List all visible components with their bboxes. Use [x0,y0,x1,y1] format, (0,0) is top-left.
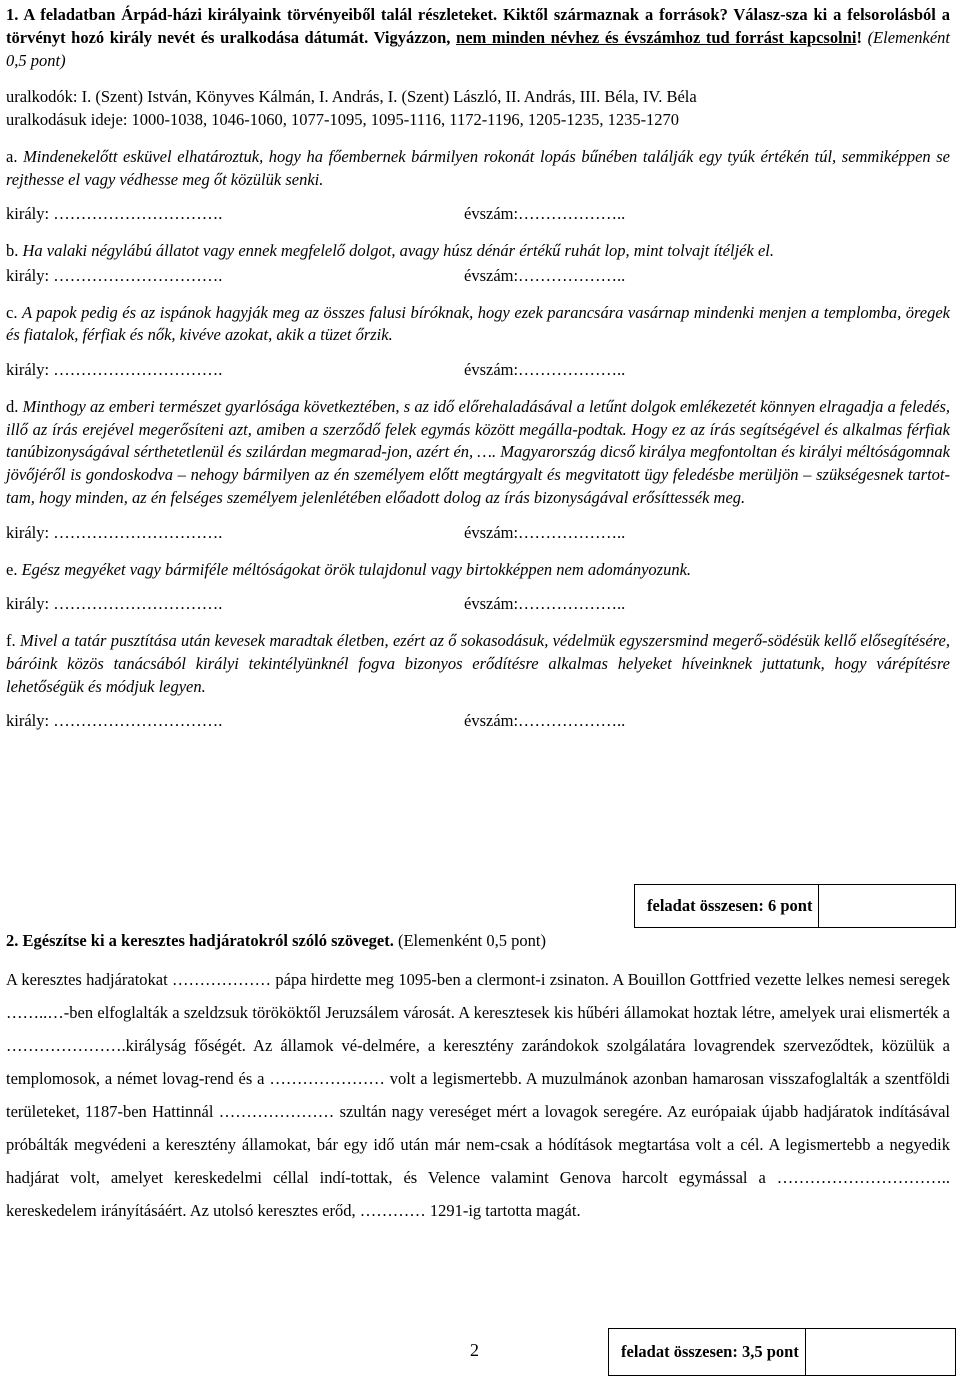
answer-row [6,522,950,545]
source-text: Minthogy az emberi természet gyarlósága következtében, s az idő előrehaladásával a letűnt dolgok emlékezetét könnyen elragadja a feledés, illő az írás erejével megerősíteni azt, amiben a szerződő felek egymás között megálla-podtak. Hogy ez az írás segítségével és alkalmas férfiak tanúbizonyságával sérthetetlenül és szilárdan megmarad-jon, azért én, …. Magyarország dicső királya megfontoltan és királyi méltóságomnak jövőjéről is gondoskodva – nehogy bármilyen az én személyem előtt megtárgyalt és megvitatott ügy feledésbe merüljön – szükségesnek tartot-tam, hogy minden, az én felséges személyem jelenlétében előadott dolog az írás bizonyságával erősíttessék meg. [6,396,950,508]
task2-score-note: (Elemenként 0,5 pont) [393,931,546,950]
king-blank[interactable]: király: …………………………. [6,360,223,380]
king-blank[interactable]: király: …………………………. [6,711,223,731]
task1-score-note: (Elemenként 0,5 pont) [6,27,951,70]
king-blank[interactable]: király: …………………………. [6,265,223,285]
source-text: Mindenekelőtt esküvel elhatároztuk, hogy ha főembernek bármilyen rokonát lopás bűnében találják egy tyúk értékén túl, semmiképpen se rejthesse el vagy védhesse meg őt közülük senki. [6,146,950,189]
answer-row [6,710,950,733]
source-text: Egész megyéket vagy bármiféle méltóságokat örök tulajdonul vagy birtokképpen nem adományozunk. [21,559,692,579]
task2-score-label: feladat összesen: 3,5 pont [609,1329,806,1375]
worksheet-page [6,4,950,733]
page-number: 2 [470,1340,479,1360]
task1-title: 1. A feladatban Árpád-házi királyaink törvényeiből talál részleteket. Kiktől származnak a források? Válasz-sza ki a felsorolásból a törvényt hozó király nevét és uralkodása dátumát. Vigyázzon, nem minden névhez és évszámhoz tud forrást kapcsolni! (Elemenként 0,5 pont) [6,5,951,70]
source-item-a: a. Mindenekelőtt esküvel elhatároztuk, hogy ha főembernek bármilyen rokonát lopás bűnében találják egy tyúk értékén túl, semmiképpen se rejthesse el vagy védhesse meg őt közülük senki. király: …………………………. évszám:……………….. [6,146,950,226]
task2-title: 2. Egészítse ki a keresztes hadjáratokról szóló szöveget. (Elemenként 0,5 pont) [6,931,546,950]
source-item-e: e. Egész megyéket vagy bármiféle méltóságokat örök tulajdonul vagy birtokképpen nem adományozunk. király: …………………………. évszám:……………….. [6,559,950,617]
answer-row [6,593,950,616]
task1-score-label: feladat összesen: 6 pont [635,885,819,927]
year-blank[interactable]: évszám:……………….. [464,204,626,224]
answer-row [6,265,950,288]
king-blank[interactable]: király: …………………………. [6,204,223,224]
source-item-c: c. A papok pedig és az ispánok hagyják meg az összes falusi bíróknak, hogy ezek parancsára vasárnap mindenki menjen a templomba, öregek és fiatalok, férfiak és nők, kivéve azokat, akik a tüzet őrzik. király: …………………………. évszám:……………….. [6,302,950,382]
task1-score-cell[interactable] [819,885,955,927]
year-blank[interactable]: évszám:……………….. [464,522,626,542]
source-text: Ha valaki négylábú állatot vagy ennek megfelelő dolgot, avagy húsz dénár értékű ruhát lop, mint tolvajt ítéljék el. [22,241,774,261]
task1-score-box [634,884,956,928]
task2-section [6,930,950,1227]
year-blank[interactable]: évszám:……………….. [464,711,626,731]
task2-score-cell[interactable] [806,1329,955,1375]
king-blank[interactable]: király: …………………………. [6,594,223,614]
reigns-list: uralkodásuk ideje: 1000-1038, 1046-1060, 1077-1095, 1095-1116, 1172-1196, 1205-1235, 1235-1270 [6,110,680,130]
year-blank[interactable]: évszám:……………….. [464,360,626,380]
source-item-d: d. Minthogy az emberi természet gyarlósága következtében, s az idő előrehaladásával a letűnt dolgok emlékezetét könnyen elragadja a feledés, illő az írás erejével megerősíteni azt, amiben a szerződő felek egymás között megálla-podtak. Hogy ez az írás segítségével és alkalmas férfiak tanúbizonyságával sérthetetlenül és szilárdan megmarad-jon, azért én, …. Magyarország dicső királya megfontoltan és királyi méltóságomnak jövőjéről is gondoskodva – nehogy bármilyen az én személyem előtt megtárgyalt és megvitatott ügy feledésbe merüljön – szükségesnek tartot-tam, hogy minden, az én felséges személyem jelenlétében előadott dolog az írás bizonyságával erősíttessék meg. király: …………………………. évszám:……………….. [6,396,950,545]
answer-row [6,203,950,226]
task2-fill-in-text[interactable]: A keresztes hadjáratokat ……………… pápa hirdette meg 1095-ben a clermont-i zsinaton. A Bouillon Gottfried vezette lelkes nemesi seregek ……..…-ben elfoglalták a szeldzsuk törököktől Jeruzsálem városát. A keresztesek kis hűbéri államokat hoztak létre, amelyek urai elismerték a ………………….királyság főségét. Az államok vé-delmére, a keresztény zarándokok szolgálatára lovagrendek szerveződtek, közülük a templomosok, a német lovag-rend és a ………………… volt a legismertebb. A muzulmánok azonban hamarosan visszafoglalták a szentföldi területeket, 1187-ben Hattinnál ………………… szultán nagy vereséget mért a lovagok seregére. Az európaiak újabb hadjáratok indításával próbálták megvédeni a keresztény államokat, bár egy idő után már nem-csak a hódítások megtartása volt a cél. A legismertebb a negyedik hadjárat volt, amelyet kereskedelmi céllal indí-tottak, és Velence valamint Genova harcolt egymással a ………………………….. kereskedelem irányításáért. Az utolsó keresztes erőd, ………… 1291-ig tartotta magát. [6,969,950,1220]
year-blank[interactable]: évszám:……………….. [464,594,626,614]
task1-title-underlined: nem minden névhez és évszámhoz tud forrást kapcsolni [456,27,857,47]
task2-score-box [608,1328,956,1376]
source-text: A papok pedig és az ispánok hagyják meg az összes falusi bíróknak, hogy ezek parancsára vasárnap mindenki menjen a templomba, öregek és fiatalok, férfiak és nők, kivéve azokat, akik a tüzet őrzik. [6,302,951,345]
source-item-b: b. Ha valaki négylábú állatot vagy ennek megfelelő dolgot, avagy húsz dénár értékű ruhát lop, mint tolvajt ítéljék el. király: …………………………. évszám:……………….. [6,240,950,288]
king-blank[interactable]: király: …………………………. [6,522,223,542]
answer-row [6,359,950,382]
source-item-f: f. Mivel a tatár pusztítása után kevesek maradtak életben, ezért az ő sokasodásuk, védelmük egyszersmind megerő-södésük kellő elősegítésére, báróink közös tanácsából királyi tekintélyünknél fogva bizonyos erődítésre alkalmas helyeket híveinknek juttatunk, hogy várépítésre lehetőségük és módjuk legyen. király: …………………………. évszám:……………….. [6,630,950,733]
rulers-list: uralkodók: I. (Szent) István, Könyves Kálmán, I. András, I. (Szent) László, II. András, III. Béla, IV. Béla [6,87,697,107]
year-blank[interactable]: évszám:……………….. [464,265,626,285]
source-text: Mivel a tatár pusztítása után kevesek maradtak életben, ezért az ő sokasodásuk, védelmük egyszersmind megerő-södésük kellő elősegítésére, báróink közös tanácsából királyi tekintélyünknél fogva bizonyos erődítésre alkalmas helyeket híveinknek juttatunk, hogy várépítésre lehetőségük és módjuk legyen. [6,631,951,696]
